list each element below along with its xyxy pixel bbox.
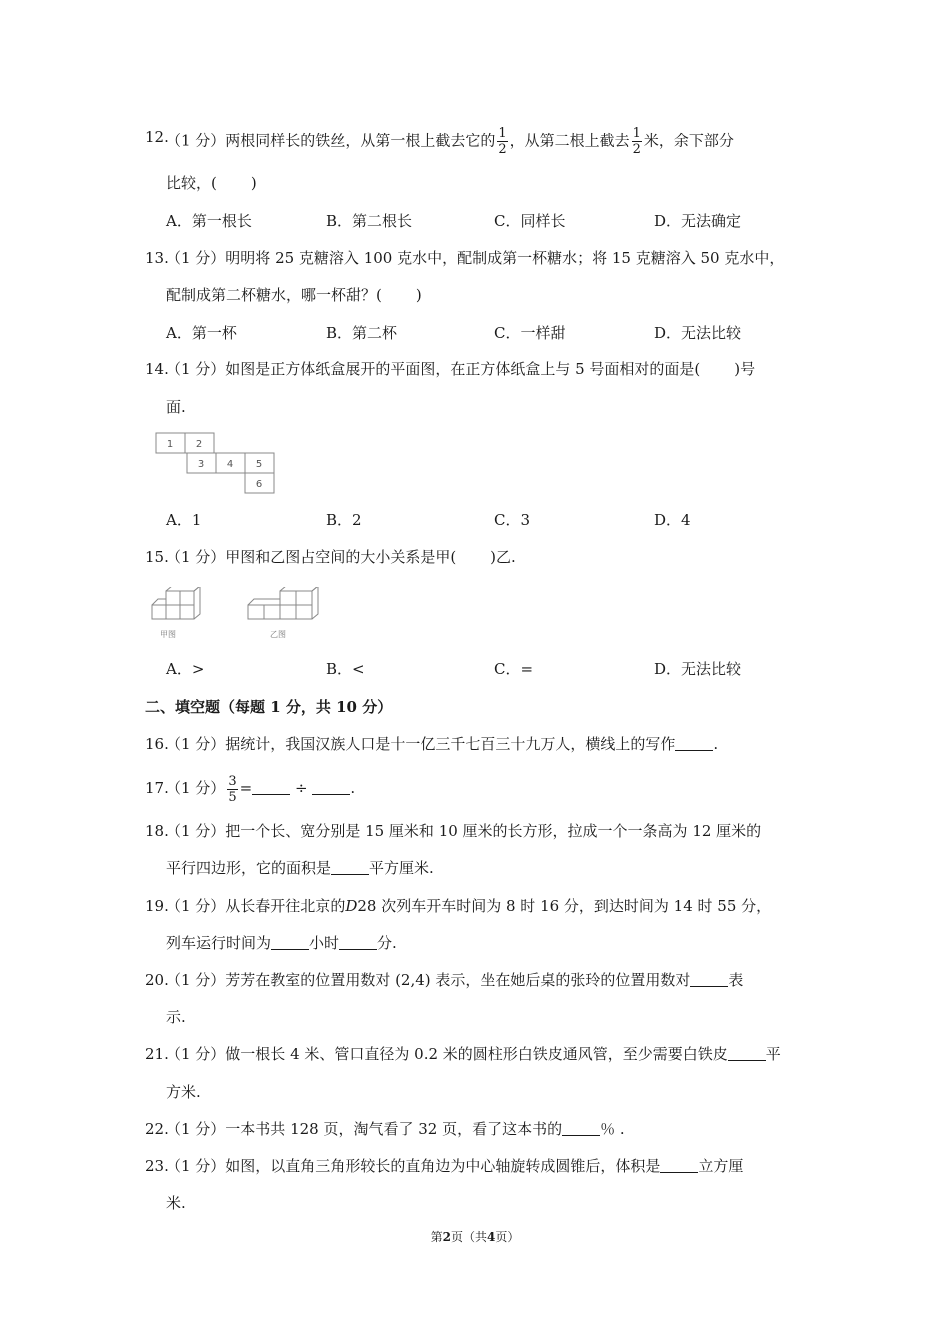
net-label: 3 — [197, 459, 205, 470]
net-label: 6 — [255, 479, 263, 490]
option-d[interactable]: D．无法比较 — [654, 324, 742, 342]
question-number: 23. — [145, 1157, 169, 1175]
question-number: 22. — [145, 1120, 169, 1138]
question-number: 21. — [145, 1045, 169, 1063]
option-d[interactable]: D．4 — [654, 511, 691, 529]
fraction: $\frac{1}{2}$ — [632, 126, 641, 157]
question-number: 17. — [145, 779, 169, 797]
question-text: （1 分）从长春开往北京的 — [166, 897, 346, 915]
answer-blank[interactable] — [562, 1119, 600, 1136]
answer-blank[interactable] — [675, 734, 713, 751]
answer-blank[interactable] — [252, 778, 290, 795]
answer-blank[interactable] — [690, 970, 728, 987]
answer-blank[interactable] — [312, 778, 350, 795]
question-text: （1 分）两根同样长的铁丝，从第一根上截去它的 — [166, 131, 496, 150]
fraction: $\frac{3}{5}$ — [228, 773, 237, 805]
option-c[interactable]: C．一样甜 — [494, 324, 566, 342]
answer-blank[interactable] — [660, 1156, 698, 1173]
question-number: 19. — [145, 897, 169, 915]
option-c[interactable]: C．= — [494, 660, 534, 678]
question-text: （1 分）把一个长、宽分别是 15 厘米和 10 厘米的长方形，拉成一个一条高为 12 厘米的 — [166, 822, 762, 840]
question-text: 示. — [166, 1008, 186, 1026]
cube-stack-figure-jia — [148, 587, 208, 647]
net-label: 1 — [166, 439, 174, 450]
answer-blank[interactable] — [271, 933, 309, 950]
page-total: 4 — [487, 1230, 496, 1244]
question-number: 12. — [145, 128, 169, 146]
question-number: 18. — [145, 822, 169, 840]
question-text: （1 分）做一根长 4 米、管口直径为 0.2 米的圆柱形白铁皮通风管，至少需要白铁皮 — [166, 1045, 728, 1063]
option-d[interactable]: D．无法比较 — [654, 660, 742, 678]
fraction: $\frac{1}{2}$ — [498, 126, 507, 157]
question-number: 20. — [145, 971, 169, 989]
question-text: 米，余下部分 — [643, 131, 734, 150]
question-text: 列车运行时间为 — [166, 934, 272, 952]
figure-label: 乙图 — [270, 630, 286, 639]
page-number: 2 — [442, 1230, 451, 1244]
figure-label: 甲图 — [160, 630, 176, 639]
question-text: （1 分） — [166, 779, 226, 797]
question-text: 比较，( — [166, 174, 217, 192]
option-b[interactable]: B．< — [326, 660, 365, 678]
question-text: 平行四边形，它的面积是 — [166, 859, 332, 877]
cube-net-figure — [150, 430, 282, 500]
question-text: 米. — [166, 1194, 186, 1212]
question-number: 15. — [145, 548, 169, 566]
option-a[interactable]: A．第一根长 — [166, 212, 252, 230]
option-b[interactable]: B．第二杯 — [326, 324, 398, 342]
question-text: （1 分）甲图和乙图占空间的大小关系是甲( — [166, 548, 457, 566]
option-a[interactable]: A．> — [166, 660, 205, 678]
option-a[interactable]: A．1 — [166, 511, 202, 529]
option-d[interactable]: D．无法确定 — [654, 212, 742, 230]
net-label: 2 — [195, 439, 203, 450]
option-a[interactable]: A．第一杯 — [166, 324, 237, 342]
question-text: （1 分）一本书共 128 页，淘气看了 32 页，看了这本书的 — [166, 1120, 563, 1138]
answer-blank[interactable] — [339, 933, 377, 950]
question-text: （1 分）如图是正方体纸盒展开的平面图，在正方体纸盒上与 5 号面相对的面是( — [166, 360, 701, 378]
option-c[interactable]: C．同样长 — [494, 212, 566, 230]
question-text: 面. — [166, 398, 186, 416]
option-b[interactable]: B．2 — [326, 511, 362, 529]
question-text: 方米. — [166, 1083, 201, 1101]
net-label: 4 — [226, 459, 234, 470]
question-text: （1 分）如图，以直角三角形较长的直角边为中心轴旋转成圆锥后，体积是 — [166, 1157, 661, 1175]
answer-blank[interactable] — [728, 1044, 766, 1061]
answer-blank[interactable] — [331, 858, 369, 875]
question-number: 13. — [145, 249, 169, 267]
question-text: （1 分）芳芳在教室的位置用数对 (2,4) 表示，坐在她后桌的张玲的位置用数对 — [166, 971, 691, 989]
question-text: （1 分）据统计，我国汉族人口是十一亿三千七百三十九万人，横线上的写作 — [166, 735, 676, 753]
question-text: ，从第二根上截去 — [509, 131, 630, 150]
net-label: 5 — [255, 459, 263, 470]
question-text: （1 分）明明将 25 克糖溶入 100 克水中，配制成第一杯糖水；将 15 克糖溶入 50 克水中， — [166, 249, 785, 267]
question-number: 16. — [145, 735, 169, 753]
question-text: 配制成第二杯糖水，哪一杯甜？( — [166, 286, 382, 304]
option-b[interactable]: B．第二根长 — [326, 212, 413, 230]
page-footer: 第2页（共4页） — [430, 1230, 520, 1244]
option-c[interactable]: C．3 — [494, 511, 531, 529]
cube-stack-figure-yi — [244, 587, 324, 647]
question-number: 14. — [145, 360, 169, 378]
